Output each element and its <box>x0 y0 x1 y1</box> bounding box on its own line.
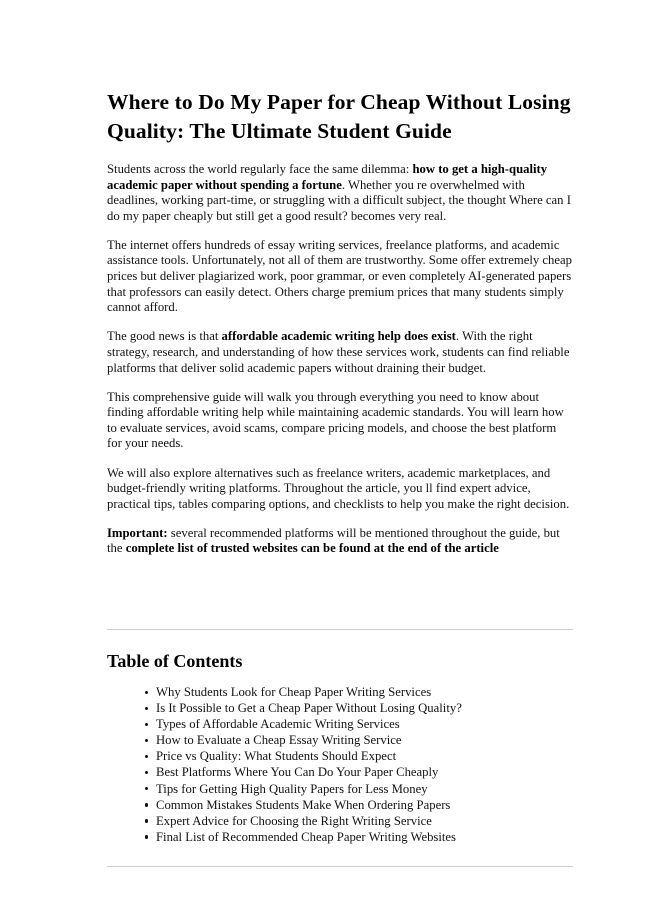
table-of-contents-item[interactable] <box>145 748 573 764</box>
table-of-contents-item-label: Best Platforms Where You Can Do Your Paper Cheaply <box>156 765 439 780</box>
bullet-icon <box>145 787 148 790</box>
emphasis-text: how to get a high-quality academic paper without spending a fortune <box>107 162 548 192</box>
divider-above-table-of-contents <box>107 629 573 630</box>
table-of-contents-item[interactable] <box>145 781 573 797</box>
table-of-contents-item[interactable] <box>145 797 573 813</box>
article-body <box>107 88 573 557</box>
paragraph-intro <box>107 162 573 224</box>
table-of-contents-list <box>107 684 573 845</box>
table-of-contents-item[interactable] <box>145 829 573 845</box>
bullet-icon <box>145 771 148 774</box>
paragraph-important-note <box>107 526 573 557</box>
bullet-icon <box>145 723 148 726</box>
table-of-contents-item[interactable] <box>145 764 573 780</box>
bullet-icon <box>145 835 148 838</box>
table-of-contents-item-label: Tips for Getting High Quality Papers for Less Money <box>156 781 428 796</box>
table-of-contents <box>107 650 573 845</box>
body-text: Students across the world regularly face the same dilemma: <box>107 162 413 176</box>
paragraph-internet-offers <box>107 238 573 316</box>
bullet-icon <box>145 755 148 758</box>
body-text: We will also explore alternatives such as freelance writers, academic marketplaces, and budget-friendly writing platforms. Throughout the article, you ll find expert advice, practical tips, tables comparing options, and checklists to help you make the right decision. <box>107 465 570 511</box>
body-text: . With the right strategy, research, and understanding of how these services work, students can find reliable platforms that deliver solid academic papers without draining their budget. <box>107 329 570 375</box>
emphasis-text: complete list of trusted websites can be found at the end of the article <box>125 541 499 556</box>
table-of-contents-item-label: Final List of Recommended Cheap Paper Writing Websites <box>156 829 456 844</box>
emphasis-text: affordable academic writing help does exist <box>221 329 456 344</box>
paragraph-guide-scope <box>107 390 573 452</box>
bullet-icon <box>145 739 148 742</box>
paragraph-good-news <box>107 329 573 376</box>
body-text: The good news is that <box>107 329 222 344</box>
page-title: Where to Do My Paper for Cheap Without Losing Quality: The Ultimate Student Guide <box>107 90 571 143</box>
paragraph-alternatives <box>107 466 573 513</box>
body-text: . Whether you re overwhelmed with deadlines, working part-time, or struggling with a difficult subject, the thought Where can I do my paper cheaply but still get a good result? becomes very real. <box>107 177 571 223</box>
body-text: This comprehensive guide will walk you through everything you need to know about finding affordable writing help while maintaining academic standards. You will learn how to evaluate services, avoid scams, compare pricing models, and choose the best platform for your needs. <box>107 389 564 451</box>
table-of-contents-item[interactable] <box>145 700 573 716</box>
table-of-contents-item[interactable] <box>145 716 573 732</box>
bullet-icon <box>145 707 148 710</box>
bullet-icon <box>145 803 148 806</box>
emphasis-text: Important: <box>107 525 168 540</box>
table-of-contents-item-label: Is It Possible to Get a Cheap Paper Without Losing Quality? <box>156 701 462 716</box>
table-of-contents-item[interactable] <box>145 684 573 700</box>
paragraph-list <box>107 162 573 557</box>
divider-below-table-of-contents <box>107 866 573 867</box>
table-of-contents-item-label: Why Students Look for Cheap Paper Writing Services <box>156 685 432 699</box>
table-of-contents-item[interactable] <box>145 732 573 748</box>
table-of-contents-item-label: Expert Advice for Choosing the Right Writing Service <box>156 813 432 828</box>
table-of-contents-item[interactable] <box>145 813 573 829</box>
body-text: several recommended platforms will be mentioned throughout the guide, but the <box>107 525 560 556</box>
body-text: The internet offers hundreds of essay writing services, freelance platforms, and academic assistance tools. Unfortunately, not all of them are trustworthy. Some offer extremely cheap prices but deliver plagiarized work, poor grammar, or even completely AI-generated papers that professors can easily detect. Others charge premium prices that many students simply cannot afford. <box>107 237 572 315</box>
bullet-icon <box>145 691 148 694</box>
table-of-contents-heading: Table of Contents <box>107 651 243 671</box>
table-of-contents-item-label: Common Mistakes Students Make When Ordering Papers <box>156 797 451 812</box>
bullet-icon <box>145 819 148 822</box>
table-of-contents-item-label: Price vs Quality: What Students Should Expect <box>156 749 397 764</box>
table-of-contents-item-label: Types of Affordable Academic Writing Services <box>156 717 400 732</box>
table-of-contents-item-label: How to Evaluate a Cheap Essay Writing Service <box>156 733 402 748</box>
